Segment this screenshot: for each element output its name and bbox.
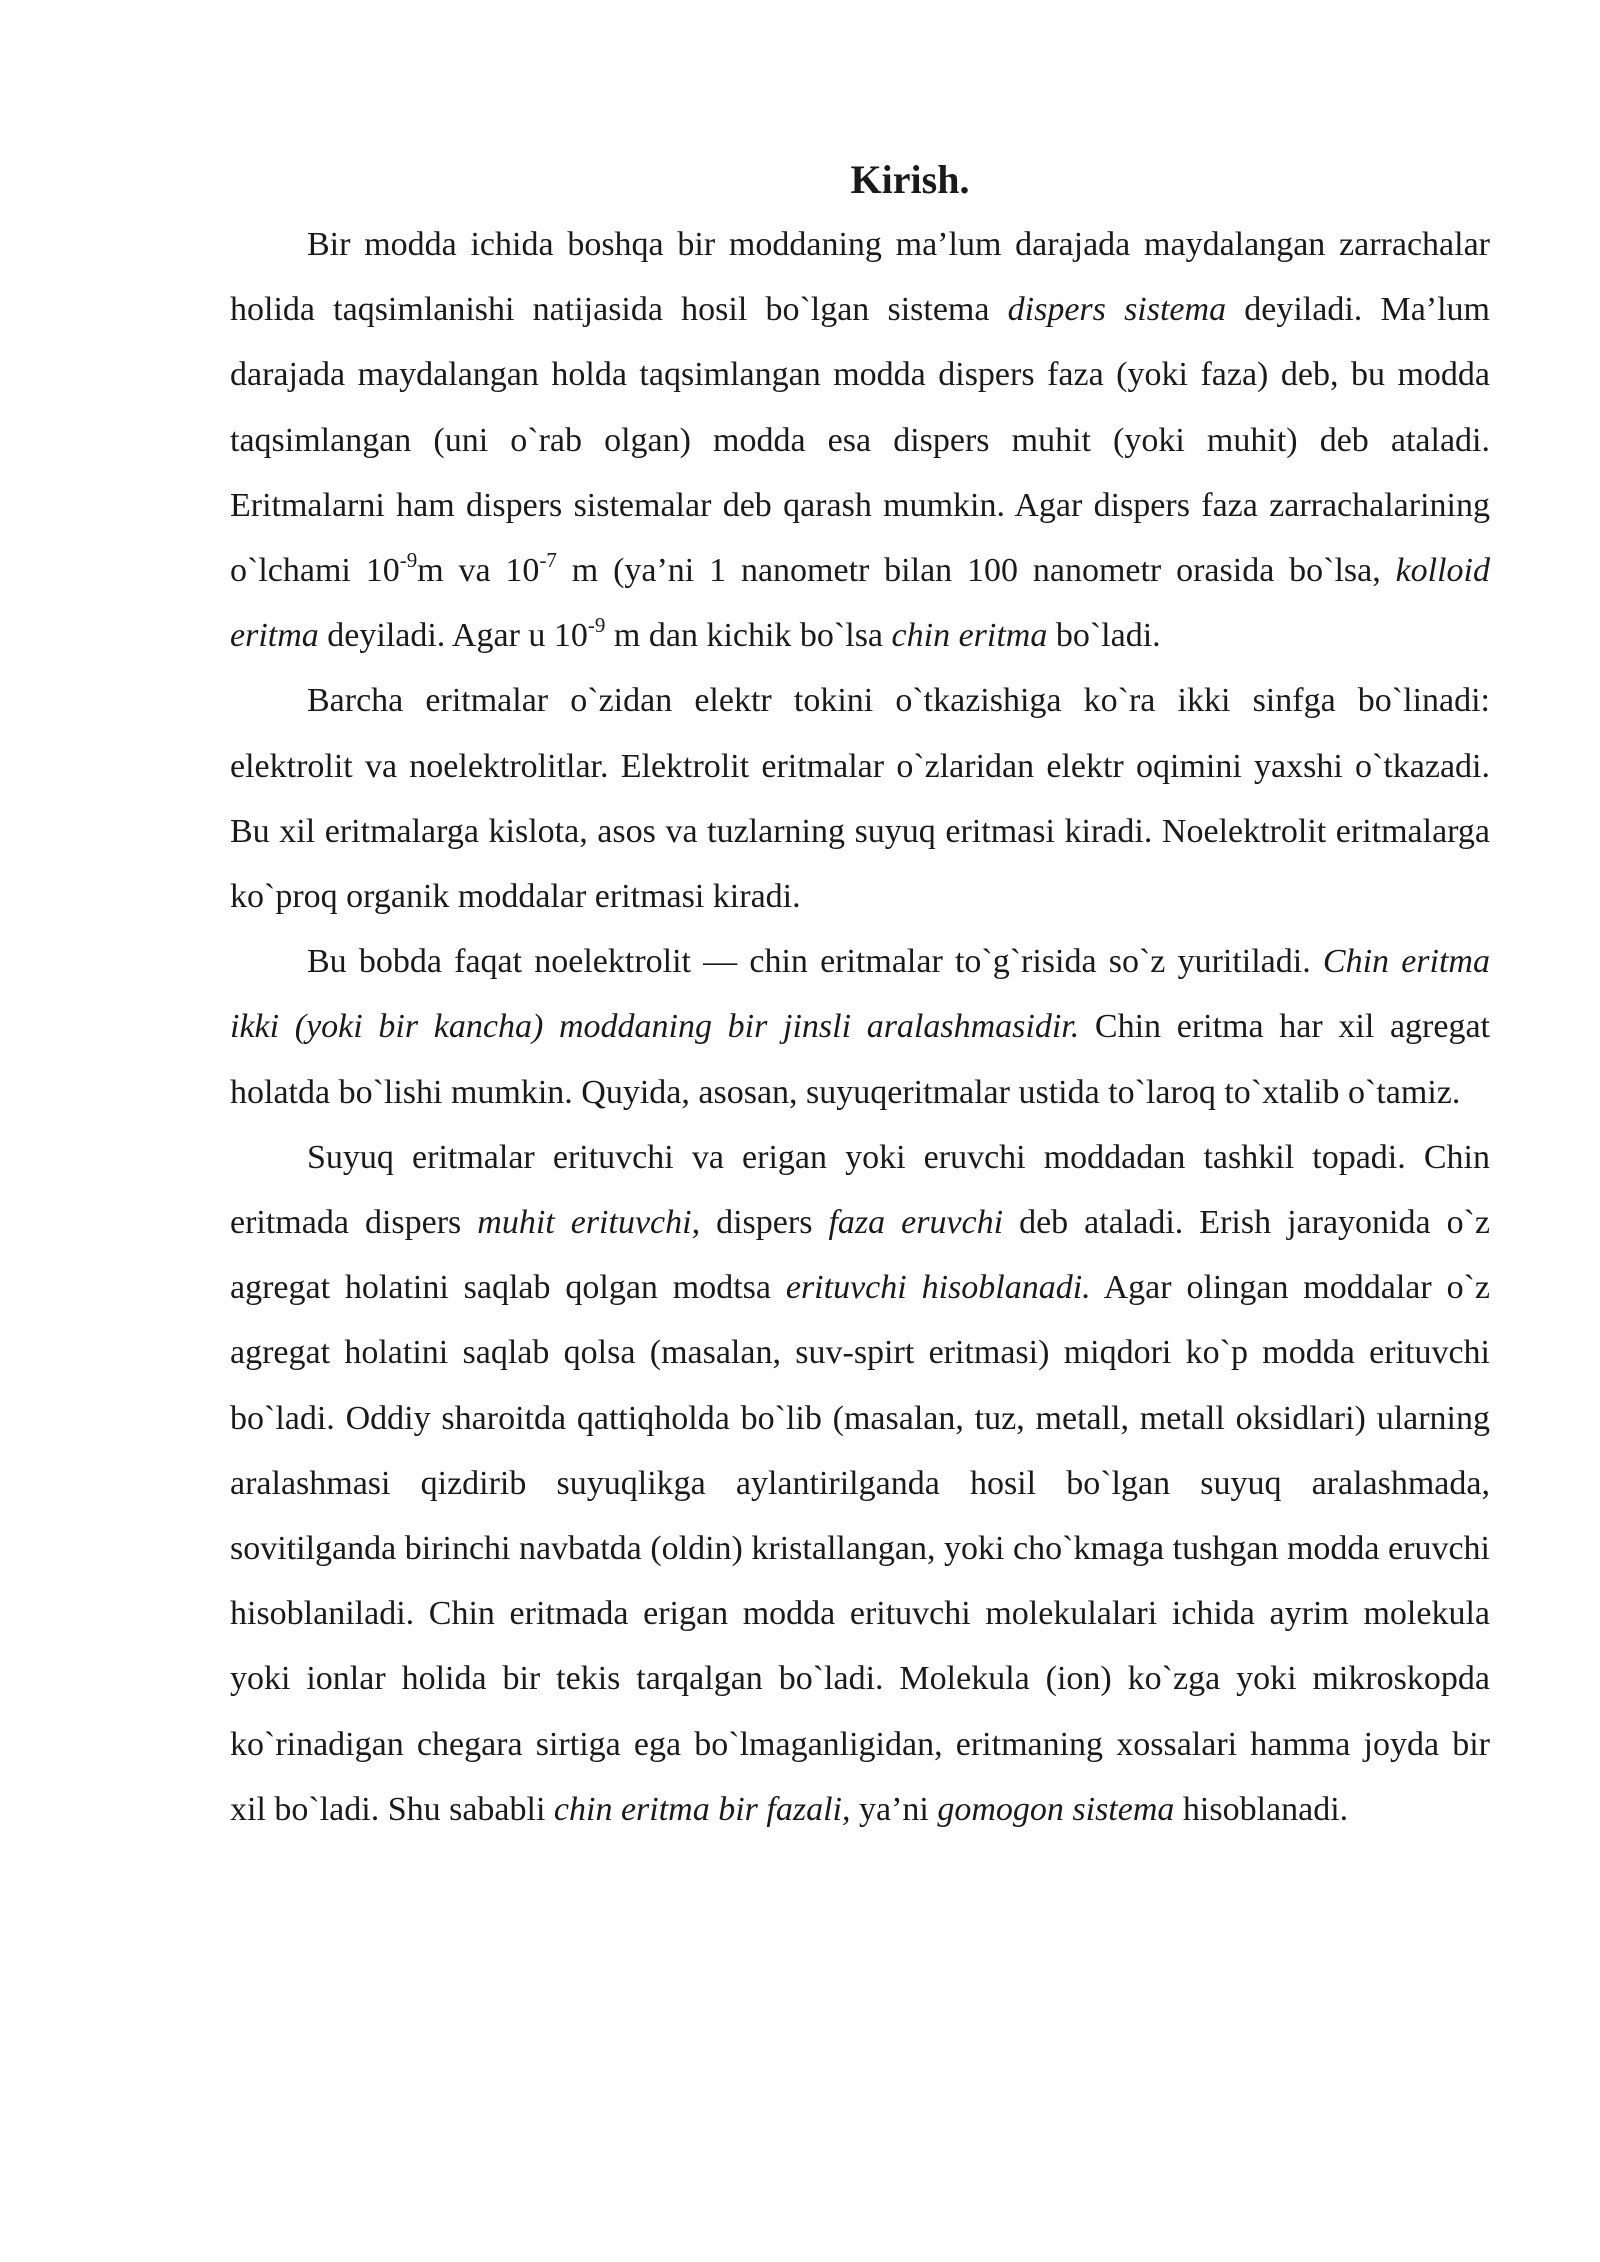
italic-term: kolloid eritma [230,552,1491,655]
text-run: deyiladi. Ma’lum darajada maydalangan holda taqsimlangan modda dispers faza (yoki faza) deb, bu modda taqsimlangan (uni o`rab olgan) modda esa dispers muhit (yoki muhit) deb ataladi. Eritmalarni ham dispers sistemalar deb qarash mumkin. Agar dispers faza zarrachalarining o`lchami 10 [230,291,1491,590]
text-run: Barcha eritmalar o`zidan elektr tokini o`tkazishiga ko`ra ikki sinfga bo`linadi: elektrolit va noelektrolitlar. Elektrolit eritmalar o`zlaridan elektr oqimini yaxshi o`tkazadi. Bu xil eritmalarga kislota, asos va tuzlarning suyuq eritmasi kiradi. Noelektrolit eritmalarga ko`proq organik moddalar eritmasi kiradi. [230,682,1490,916]
document-body [230,212,1490,1842]
italic-term: chin eritma bir fazali, [553,1790,851,1828]
italic-term: muhit erituvchi, [477,1204,701,1242]
text-run: Bir modda ichida boshqa bir moddaning ma’lum darajada maydalangan zarrachalar holida taqsimlanishi natijasida hosil bo`lgan sistema [230,226,1490,329]
paragraph-1 [230,212,1490,668]
superscript-exponent: -9 [399,548,418,573]
superscript-exponent: -9 [587,613,606,638]
superscript-exponent: -7 [539,548,557,573]
document-page [230,150,1490,1842]
text-run: bo`ladi. [1047,617,1161,655]
italic-term: gomogon sistema [937,1790,1175,1828]
text-run: deyiladi. Agar u 10 [318,617,588,655]
text-run: ya’ni [850,1790,938,1828]
italic-term: chin eritma [891,617,1048,655]
text-run: Chin eritma har xil agregat holatda bo`lishi mumkin. Quyida, asosan, suyuqeritmalar ustida to`laroq to`xtalib o`tamiz. [230,1008,1490,1111]
page-title: Kirish. [850,157,970,202]
italic-term: dispers sistema [1007,291,1227,329]
text-run: dispers [700,1204,829,1242]
italic-term: faza eruvchi [828,1204,1004,1242]
paragraph-3 [230,929,1490,1125]
paragraph-2 [230,668,1490,929]
italic-term: Chin eritma ikki (yoki bir kancha) moddaning bir jinsli aralashmasidir. [230,943,1490,1046]
text-run: Agar olingan moddalar o`z agregat holatini saqlab qolsa (masalan, suv-spirt eritmasi) miqdori ko`p modda erituvchi bo`ladi. Oddiy sharoitda qattiqholda bo`lib (masalan, tuz, metall, metall oksidlari) ularning aralashmasi qizdirib suyuqlikga aylantirilganda hosil bo`lgan suyuq aralashmada, sovitilganda birinchi navbatda (oldin) kristallangan, yoki cho`kmaga tushgan modda eruvchi hisoblaniladi. Chin eritmada erigan modda erituvchi molekulalari ichida ayrim molekula yoki ionlar holida bir tekis tarqalgan bo`ladi. Molekula (ion) ko`zga yoki mikroskopda ko`rinadigan chegara sirtiga ega bo`lmaganligidan, eritmaning xossalari hamma joyda bir xil bo`ladi. Shu sababli [230,1269,1490,1828]
text-run: m va 10 [417,552,540,590]
italic-term: erituvchi hisoblanadi. [785,1269,1091,1307]
text-run: Bu bobda faqat noelektrolit — chin eritmalar to`g`risida so`z yuritiladi. [307,943,1323,981]
text-run: hisoblanadi. [1174,1790,1349,1828]
text-run: Suyuq eritmalar erituvchi va erigan yoki eruvchi moddadan tashkil topadi. Chin eritmada dispers [230,1138,1490,1242]
text-run: m dan kichik bo`lsa [605,617,892,655]
text-run: m (ya’ni 1 nanometr bilan 100 nanometr orasida bo`lsa, [556,552,1396,590]
paragraph-4 [230,1125,1490,1842]
text-run: deb ataladi. Erish jarayonida o`z agregat holatini saqlab qolgan modtsa [230,1204,1490,1307]
